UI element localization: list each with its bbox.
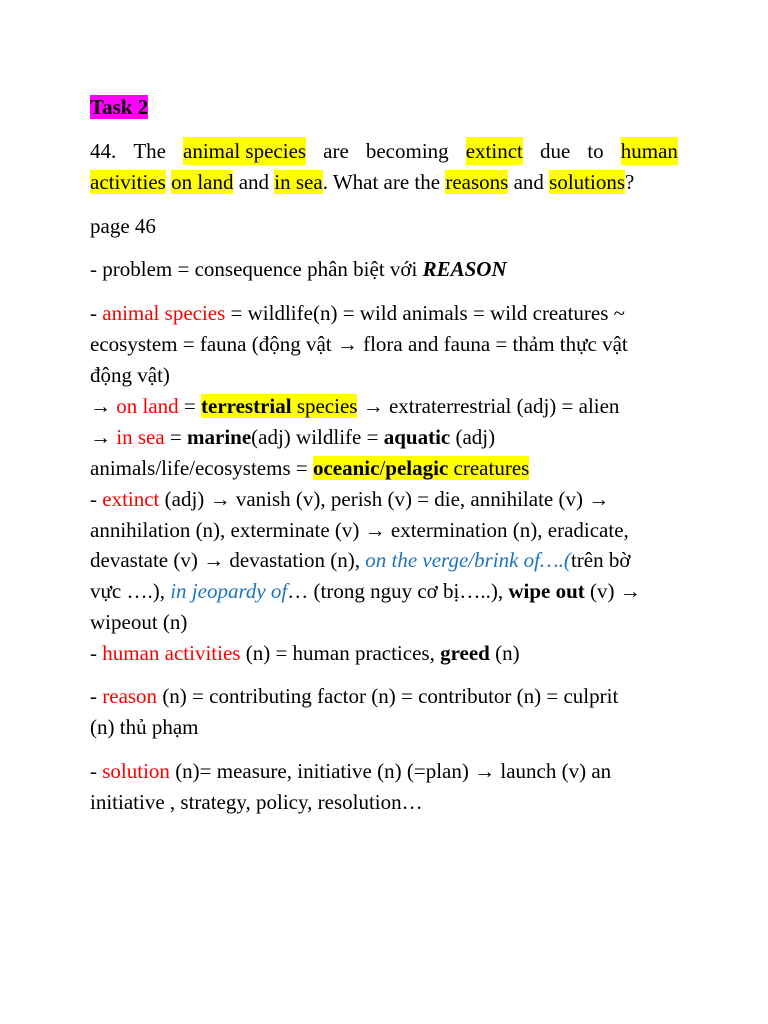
highlight-activities: activities <box>90 170 166 194</box>
highlight-animal-species: animal species <box>183 139 307 163</box>
wipe-out-bold: wipe out <box>508 579 585 603</box>
jeopardy-phrase: in jeopardy of <box>170 579 288 603</box>
text: (n) = contributing factor (n) = contributor (n) = culprit <box>157 684 619 708</box>
dash: - <box>90 301 103 325</box>
animal-line-2 <box>90 330 628 358</box>
task-label: Task 2 <box>90 95 149 119</box>
text: = <box>178 394 201 418</box>
arrow-icon: → <box>364 518 386 542</box>
dash: - <box>90 759 103 783</box>
arrow-icon: → <box>203 548 225 572</box>
text: … (trong nguy cơ bị…..), <box>287 579 509 603</box>
oceanic-bold: oceanic <box>312 456 380 480</box>
word: due <box>539 139 571 163</box>
text: (n)= measure, initiative (n) (=plan) <box>169 759 475 783</box>
aquatic-bold: aquatic <box>383 425 451 449</box>
arrow-icon: → <box>90 425 111 449</box>
text: devastate (v) <box>90 548 204 572</box>
text: = <box>164 425 187 449</box>
arrow-icon: → <box>474 759 496 783</box>
term-animal-species: animal species <box>102 301 226 325</box>
text: annihilation (n), exterminate (v) <box>90 518 365 542</box>
dash: - <box>90 684 103 708</box>
marine-bold: marine <box>187 425 252 449</box>
question-line-2 <box>90 168 634 196</box>
text: extraterrestrial (adj) = alien <box>383 394 620 418</box>
problem-text: - problem = consequence phân biệt với <box>90 257 423 281</box>
text: (v) <box>584 579 620 603</box>
text: species <box>291 394 358 418</box>
text: (adj) <box>450 425 496 449</box>
dash: - <box>90 487 103 511</box>
text: devastation (n), <box>224 548 366 572</box>
arrow-icon: → <box>90 394 111 418</box>
reason-line-1 <box>90 682 618 710</box>
animal-line-1 <box>90 299 625 327</box>
sea-line-1 <box>90 423 495 451</box>
reason-line-2: (n) thủ phạm <box>90 715 199 739</box>
extinct-line-3 <box>90 546 630 574</box>
word: The <box>133 139 166 163</box>
term-solution: solution <box>102 759 170 783</box>
term-extinct: extinct <box>102 487 160 511</box>
solution-line-1 <box>90 757 611 785</box>
reason-emphasis: REASON <box>422 257 507 281</box>
text: launch (v) an <box>495 759 612 783</box>
problem-line <box>90 255 507 283</box>
terrestrial-bold: terrestrial <box>201 394 292 418</box>
text: vanish (v), perish (v) = die, annihilate (v) <box>230 487 589 511</box>
sea-line-2 <box>90 454 529 482</box>
text: vực ….), <box>90 579 171 603</box>
extinct-line-1 <box>90 485 609 513</box>
text: (n) = human practices, <box>240 641 441 665</box>
extinct-line-2 <box>90 516 629 544</box>
task-heading <box>90 93 148 121</box>
term-reason: reason <box>102 684 158 708</box>
highlight-solutions: solutions <box>549 170 626 194</box>
greed-bold: greed <box>440 641 490 665</box>
question-number: 44. <box>90 139 117 163</box>
arrow-icon: → <box>336 332 358 356</box>
highlight-extinct: extinct <box>465 139 523 163</box>
text: (adj) <box>159 487 210 511</box>
word: to <box>587 139 604 163</box>
highlight-human: human <box>620 139 678 163</box>
word: becoming <box>365 139 449 163</box>
solution-line-2: initiative , strategy, policy, resolution… <box>90 790 423 814</box>
arrow-icon: → <box>362 394 384 418</box>
text: animals/life/ecosystems = <box>90 456 313 480</box>
text: flora and fauna = thảm thực vật <box>357 332 628 356</box>
question-mark: ? <box>625 170 635 194</box>
dash: - <box>90 641 103 665</box>
text: ecosystem = fauna (động vật <box>90 332 337 356</box>
text: (adj) wildlife = <box>251 425 384 449</box>
arrow-icon: → <box>209 487 231 511</box>
question-line-1 <box>90 137 678 165</box>
animal-synonyms: = wildlife(n) = wild animals = wild creatures ~ <box>225 301 626 325</box>
word: and <box>508 170 550 194</box>
text: / <box>379 456 386 480</box>
term-on-land: on land <box>116 394 179 418</box>
text: trên bờ <box>570 548 631 572</box>
arrow-icon: → <box>588 487 610 511</box>
highlight-on-land: on land <box>171 170 234 194</box>
highlight-reasons: reasons <box>445 170 509 194</box>
word: are <box>323 139 349 163</box>
page-reference: page 46 <box>90 214 156 238</box>
extinct-line-4 <box>90 577 641 605</box>
human-line <box>90 639 520 667</box>
text: creatures <box>448 456 530 480</box>
term-in-sea: in sea <box>116 425 165 449</box>
land-line <box>90 392 619 420</box>
pelagic-bold: pelagic <box>385 456 449 480</box>
term-human-activities: human activities <box>102 641 241 665</box>
animal-line-3: động vật) <box>90 363 170 387</box>
text: extermination (n), eradicate, <box>385 518 629 542</box>
highlight-in-sea: in sea <box>274 170 323 194</box>
question-text: . What are the <box>322 170 446 194</box>
extinct-line-5: wipeout (n) <box>90 610 188 634</box>
text: (n) <box>489 641 520 665</box>
verge-phrase: on the verge/brink of….( <box>365 548 571 572</box>
arrow-icon: → <box>619 579 641 603</box>
word: and <box>238 170 270 194</box>
